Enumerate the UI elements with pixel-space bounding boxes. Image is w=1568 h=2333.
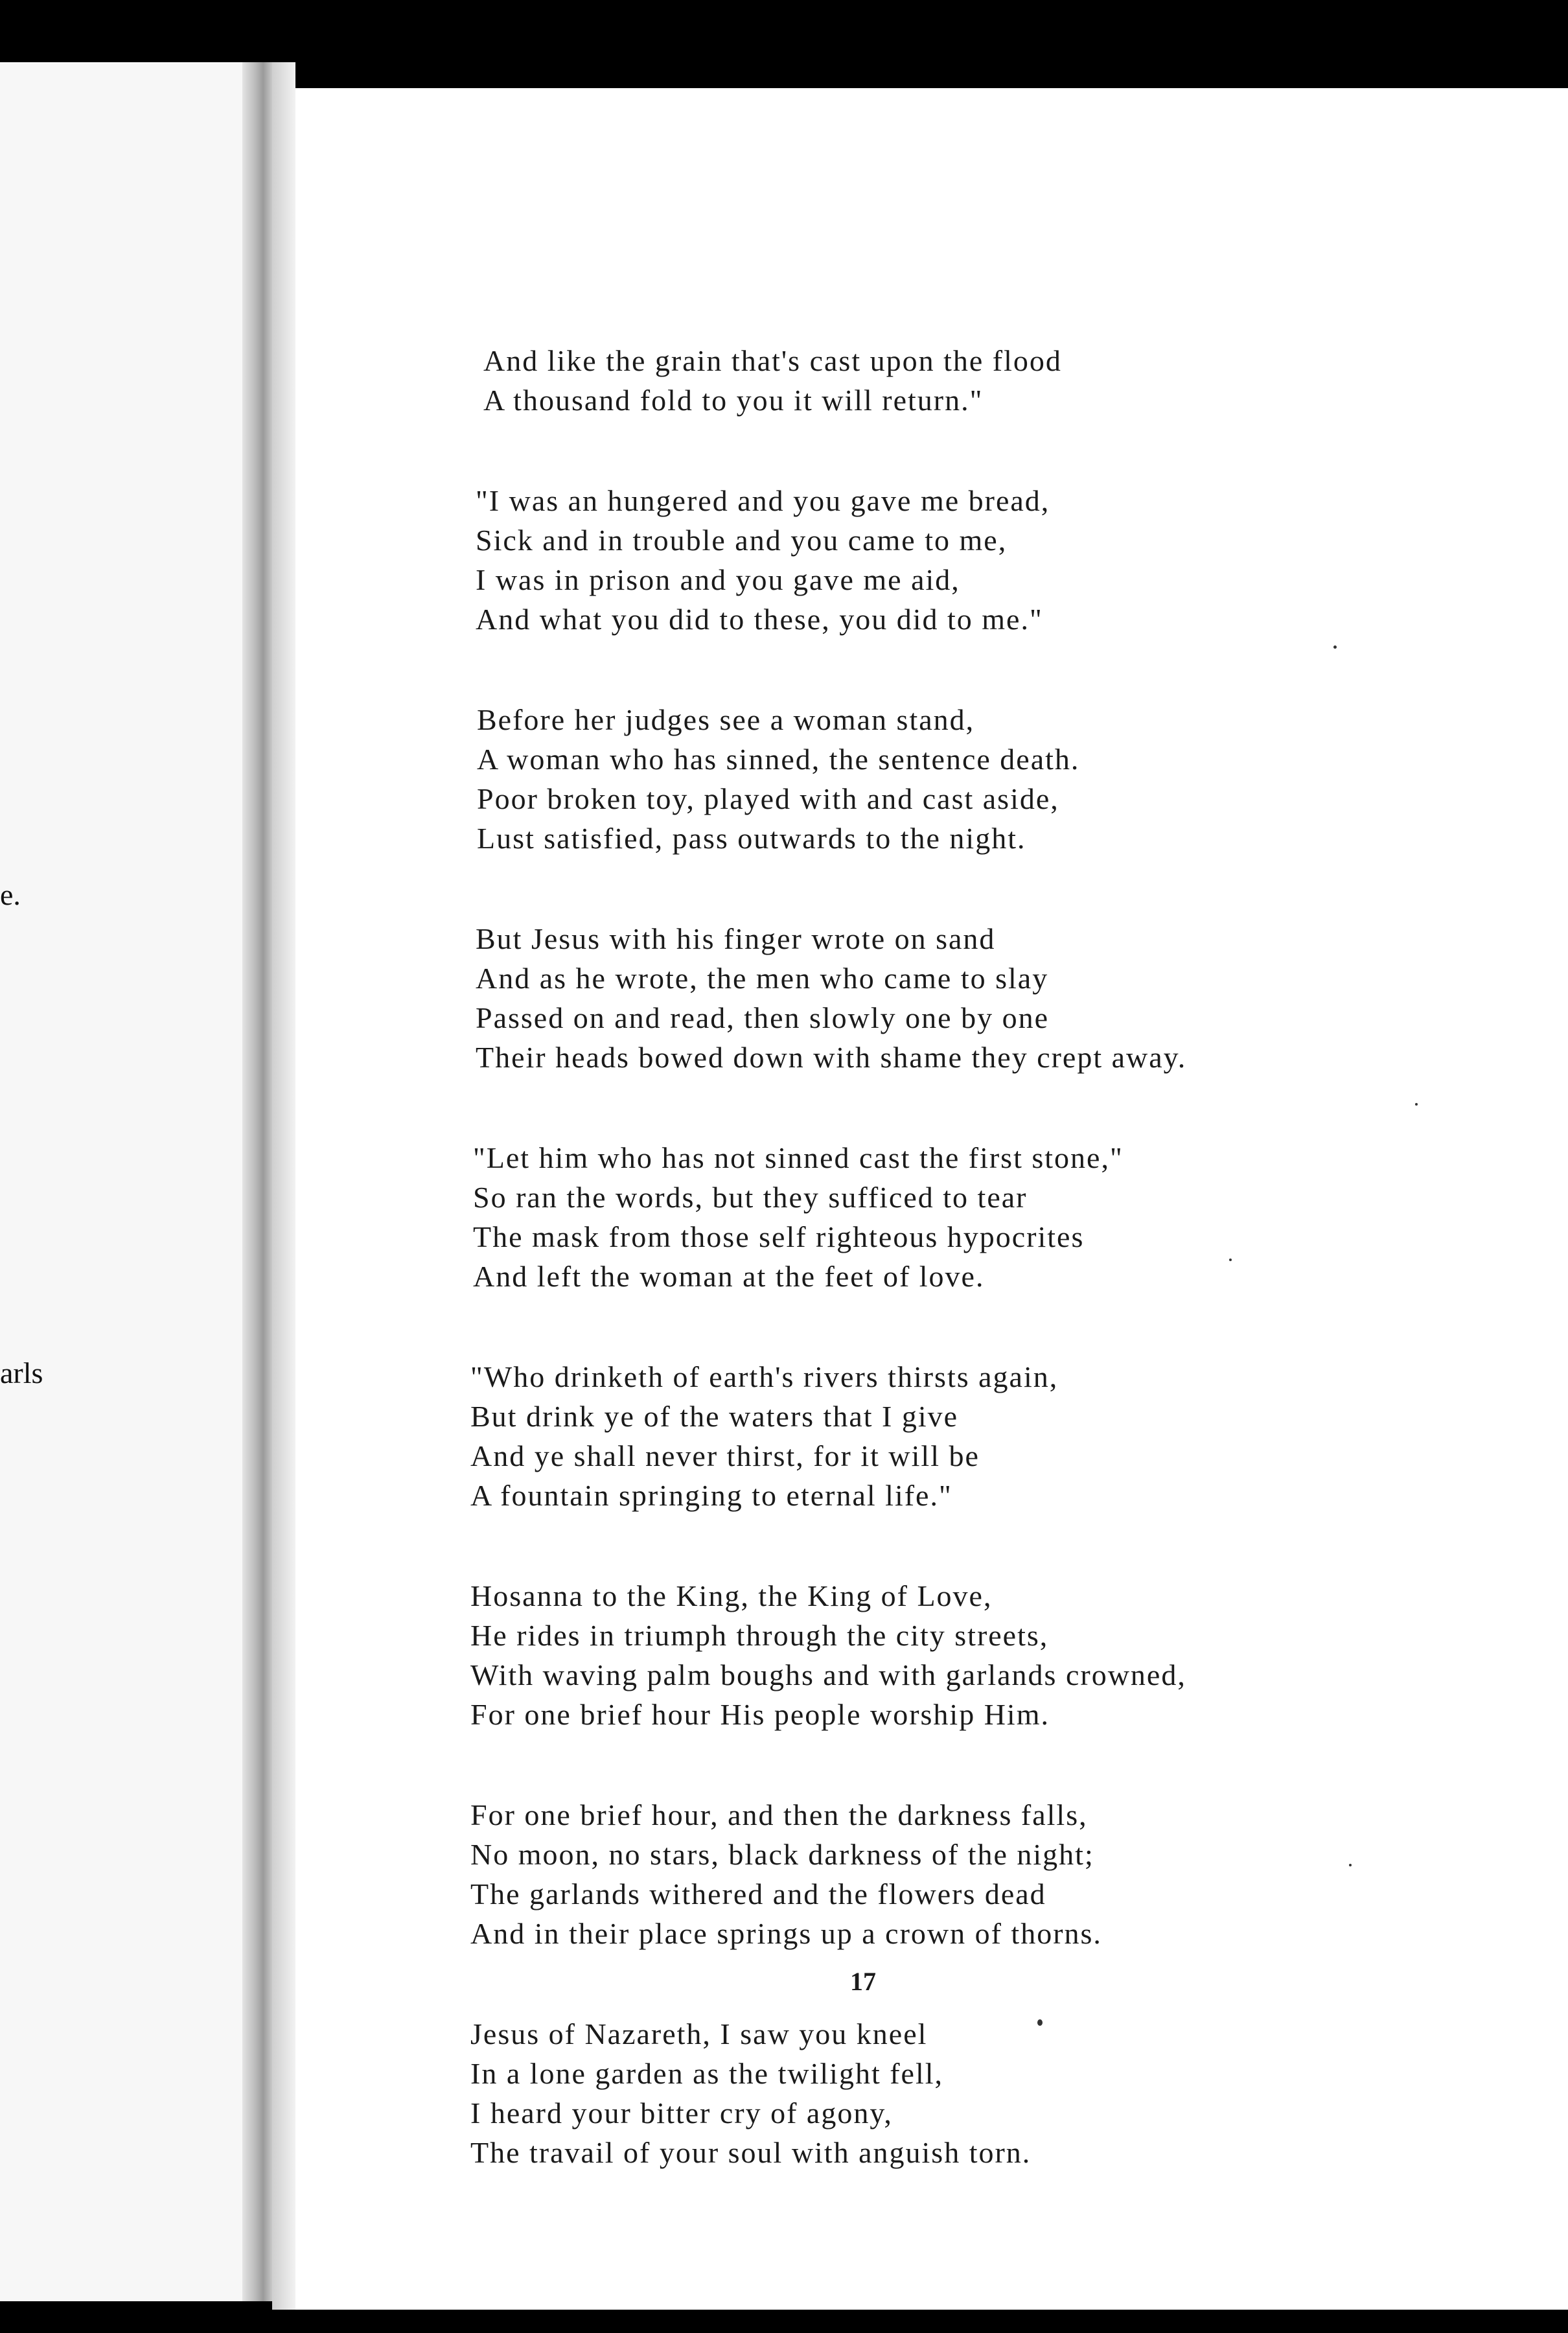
ink-speck (1037, 2019, 1043, 2026)
poem-line: Passed on and read, then slowly one by one (476, 1001, 1050, 1034)
stanza (470, 1357, 1507, 1515)
poem-line: And left the woman at the feet of love. (473, 1260, 985, 1293)
left-page-edge (0, 62, 272, 2301)
poem-line: I was in prison and you gave me aid, (476, 563, 960, 596)
poem-line: Sick and in trouble and you came to me, (476, 524, 1008, 557)
poem-line: Poor broken toy, played with and cast aside, (477, 782, 1059, 815)
poem-line: "I was an hungered and you gave me bread, (476, 484, 1050, 517)
poem-line: But Jesus with his finger wrote on sand (476, 922, 996, 955)
ink-speck (1229, 1259, 1232, 1261)
poem-line: And in their place springs up a crown of thorns. (470, 1917, 1102, 1950)
ink-speck (1349, 1864, 1352, 1866)
poem-line: The garlands withered and the flowers dead (470, 1877, 1046, 1910)
poem-line: Hosanna to the King, the King of Love, (470, 1579, 993, 1612)
ink-speck (1415, 1103, 1418, 1106)
ink-speck (1333, 645, 1337, 649)
poem-line: So ran the words, but they sufficed to tear (473, 1181, 1028, 1214)
book-page (295, 88, 1568, 2310)
inner-gutter (272, 62, 295, 2310)
poem-line: I heard your bitter cry of agony, (470, 2096, 893, 2130)
poem-line: For one brief hour His people worship Him. (470, 1698, 1050, 1731)
poem-line: And ye shall never thirst, for it will be (470, 1439, 980, 1472)
poem-line: A fountain springing to eternal life." (470, 1479, 952, 1512)
stanza (470, 919, 1507, 1077)
stanza (470, 700, 1507, 858)
page-number: 17 (850, 1967, 876, 1996)
left-page-fragment: arls (0, 1356, 43, 1389)
poem-line: Lust satisfied, pass outwards to the night. (477, 822, 1026, 855)
poem-body (470, 341, 1507, 2172)
poem-line: The travail of your soul with anguish torn. (470, 2136, 1032, 2169)
poem-line: He rides in triumph through the city streets, (470, 1619, 1049, 1652)
poem-line: With waving palm boughs and with garlands crowned, (470, 1658, 1186, 1691)
poem-line: "Who drinketh of earth's rivers thirsts again, (470, 1360, 1059, 1393)
poem-line: In a lone garden as the twilight fell, (470, 2057, 944, 2090)
stanza (470, 1138, 1507, 1296)
left-page-fragment: e. (0, 878, 21, 911)
poem-line: Jesus of Nazareth, I saw you kneel (470, 2017, 928, 2050)
stanza (470, 341, 1507, 420)
poem-line: For one brief hour, and then the darkness falls, (470, 1798, 1088, 1831)
stanza (470, 2014, 1507, 2172)
poem-line: A woman who has sinned, the sentence death. (477, 743, 1080, 776)
poem-line: "Let him who has not sinned cast the first stone," (473, 1141, 1124, 1174)
poem-line: And what you did to these, you did to me." (476, 603, 1043, 636)
poem-line: And as he wrote, the men who came to slay (476, 962, 1049, 995)
poem-line: The mask from those self righteous hypocrites (473, 1220, 1085, 1253)
poem-line: And like the grain that's cast upon the flood (483, 344, 1062, 377)
poem-line: But drink ye of the waters that I give (470, 1400, 959, 1433)
poem-line: No moon, no stars, black darkness of the night; (470, 1838, 1094, 1871)
stanza (470, 1795, 1507, 1953)
poem-line: Before her judges see a woman stand, (477, 703, 975, 736)
poem-line: Their heads bowed down with shame they crept away. (476, 1041, 1187, 1074)
page-gutter-shadow (242, 62, 272, 2301)
stanza (470, 1576, 1507, 1734)
poem-line: A thousand fold to you it will return." (483, 384, 984, 417)
stanza (470, 481, 1507, 639)
